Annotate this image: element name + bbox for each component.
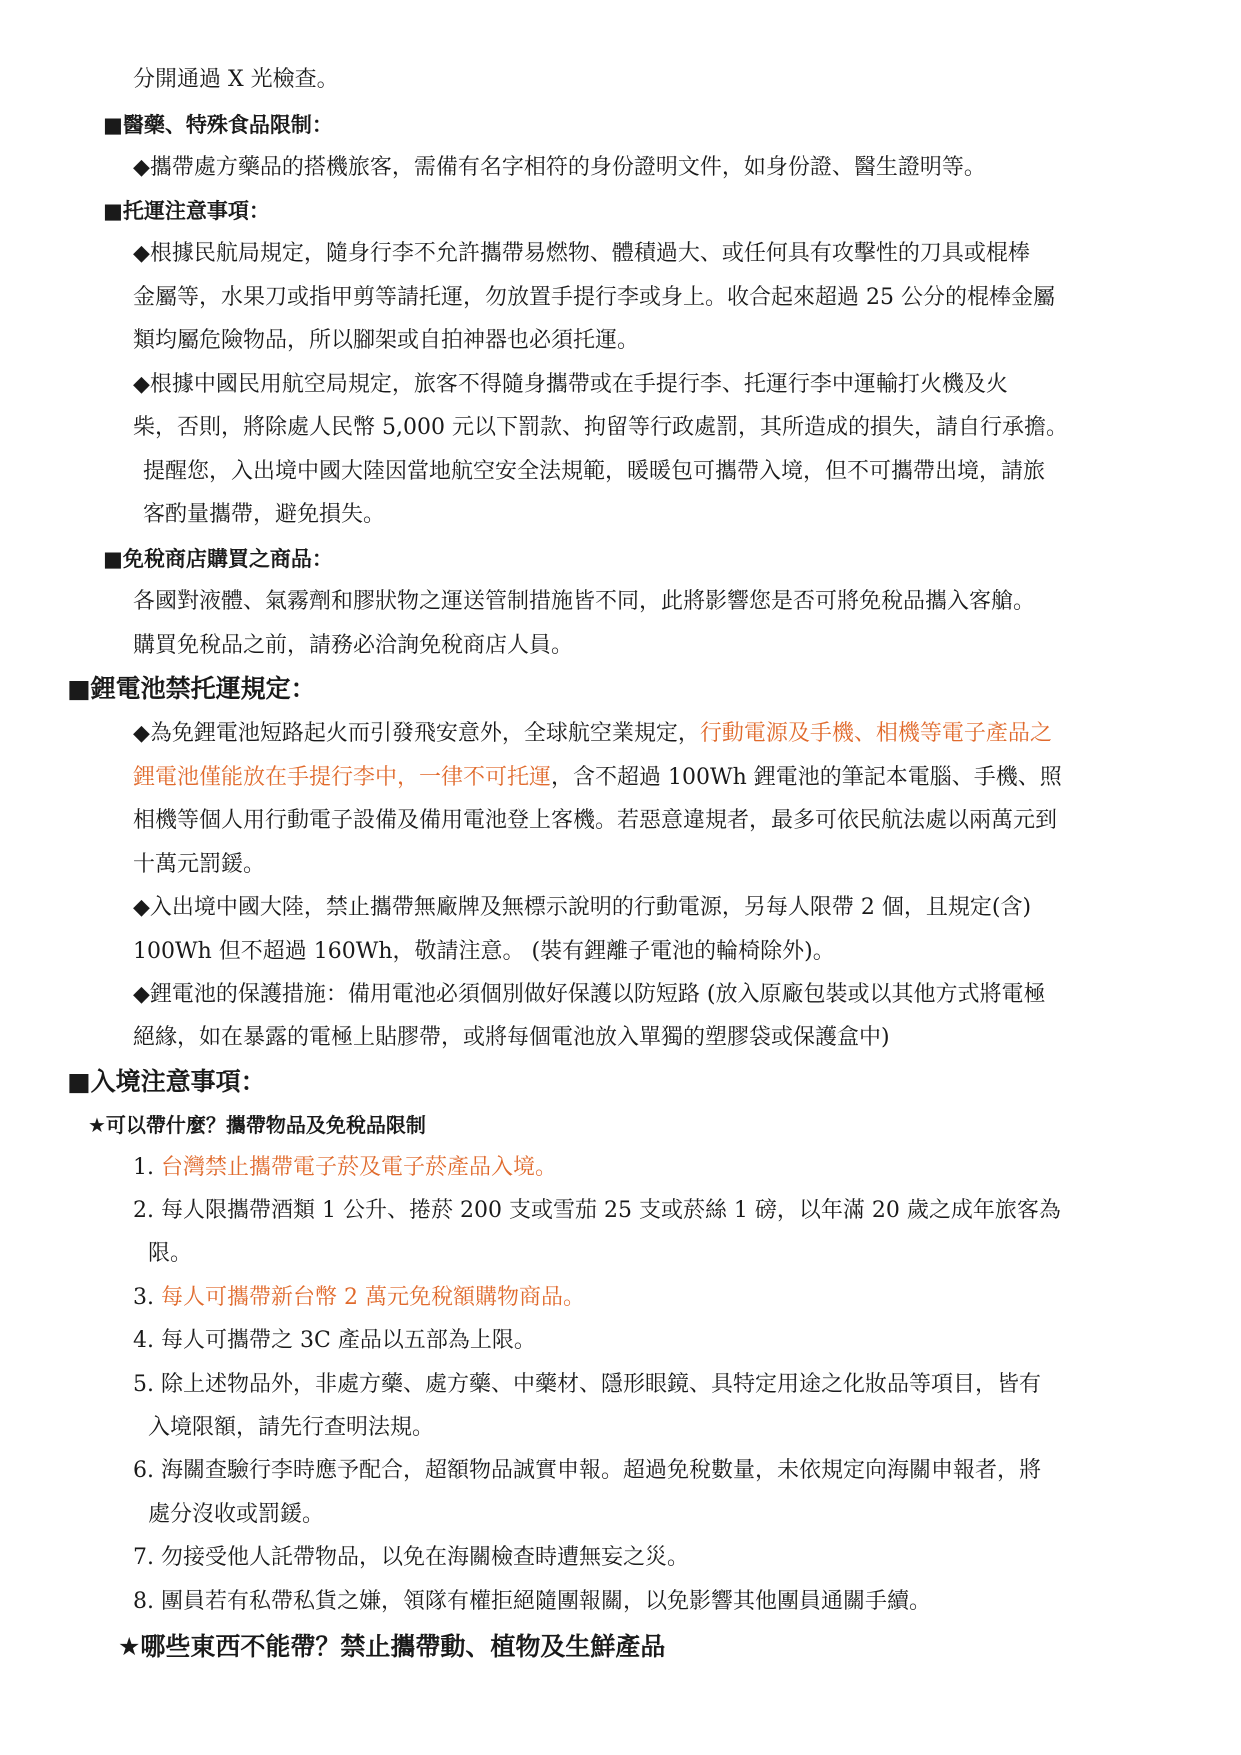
list-item-continuation: 入境限額，請先行查明法規。 — [148, 1415, 435, 1440]
highlight-text: 行動電源及手機、相機等電子產品之 — [699, 721, 1052, 746]
list-number: 4. — [133, 1328, 154, 1353]
highlight-text: 台灣禁止攜帶電子菸及電子菸產品入境。 — [161, 1155, 558, 1180]
text-line: 絕緣，如在暴露的電極上貼膠帶，或將每個電池放入單獨的塑膠袋或保護盒中) — [133, 1025, 890, 1050]
list-number: 7. — [133, 1545, 154, 1570]
section-heading-dutyfree: ■免稅商店購買之商品： — [103, 547, 333, 571]
subheading-prohibited: ★哪些東西不能帶？禁止攜帶動、植物及生鮮產品 — [118, 1632, 666, 1661]
text-line: 十萬元罰鍰。 — [133, 852, 266, 877]
text-line: ◆攜帶處方藥品的搭機旅客，需備有名字相符的身份證明文件，如身份證、醫生證明等。 — [133, 155, 986, 180]
text-line: ◆鋰電池的保護措施：備用電池必須個別做好保護以防短路 (放入原廠包裝或以其他方式將電極 — [133, 982, 1046, 1007]
list-item — [133, 1543, 689, 1573]
subheading-allowed: ★可以帶什麼？攜帶物品及免稅品限制 — [88, 1113, 426, 1137]
list-text: 除上述物品外，非處方藥、處方藥、中藥材、隱形眼鏡、具特定用途之化妝品等項目，皆有 — [161, 1372, 1042, 1397]
list-item — [133, 1326, 536, 1356]
text-line: 100Wh 但不超過 160Wh，敬請注意。 (裝有鋰離子電池的輪椅除外)。 — [133, 939, 835, 964]
highlight-text: 每人可攜帶新台幣 2 萬元免稅額購物商品。 — [161, 1285, 585, 1310]
list-text: 每人可攜帶之 3C 產品以五部為上限。 — [161, 1328, 536, 1353]
text-segment: ◆為免鋰電池短路起火而引發飛安意外，全球航空業規定， — [133, 721, 700, 746]
text-line: 客酌量攜帶，避免損失。 — [143, 502, 386, 527]
text-line: ◆根據中國民用航空局規定，旅客不得隨身攜帶或在手提行李、托運行李中運輸打火機及火 — [133, 372, 1008, 397]
list-number: 6. — [133, 1458, 154, 1483]
text-line: 金屬等，水果刀或指甲剪等請托運，勿放置手提行李或身上。收合起來超過 25 公分的棍棒金屬 — [133, 285, 1055, 310]
list-number: 8. — [133, 1589, 154, 1614]
list-text: 海關查驗行李時應予配合，超額物品誠實申報。超過免稅數量，未依規定向海關申報者，將 — [161, 1458, 1042, 1483]
section-heading-entry: ■入境注意事項： — [67, 1067, 266, 1096]
list-item — [133, 1370, 1041, 1400]
text-line: 類均屬危險物品，所以腳架或自拍神器也必須托運。 — [133, 328, 640, 353]
list-text: 每人限攜帶酒類 1 公升、捲菸 200 支或雪茄 25 支或菸絲 1 磅，以年滿 20 歲之成年旅客為 — [161, 1198, 1061, 1223]
section-heading-checked: ■托運注意事項： — [103, 199, 270, 223]
text-line: ◆入出境中國大陸，禁止攜帶無廠牌及無標示說明的行動電源，另每人限帶 2 個，且規定(含) — [133, 895, 1032, 920]
list-item — [133, 1196, 1061, 1226]
list-text: 團員若有私帶私貨之嫌，領隊有權拒絕隨團報關，以免影響其他團員通關手續。 — [161, 1589, 932, 1614]
text-line: 提醒您，入出境中國大陸因當地航空安全法規範，暖暖包可攜帶入境，但不可攜帶出境，請旅 — [143, 459, 1046, 484]
text-line: ◆根據民航局規定，隨身行李不允許攜帶易燃物、體積過大、或任何具有攻擊性的刀具或棍棒 — [133, 241, 1030, 266]
highlight-text: 鋰電池僅能放在手提行李中，一律不可托運 — [133, 765, 552, 790]
list-number: 2. — [133, 1198, 154, 1223]
text-line: 各國對液體、氣霧劑和膠狀物之運送管制措施皆不同，此將影響您是否可將免稅品攜入客艙。 — [133, 589, 1036, 614]
text-line: 分開通過 X 光檢查。 — [133, 67, 339, 92]
section-heading-lithium: ■鋰電池禁托運規定： — [67, 674, 316, 703]
section-heading-medical: ■醫藥、特殊食品限制： — [103, 113, 333, 137]
list-item — [133, 1153, 557, 1183]
list-item-continuation: 限。 — [148, 1241, 193, 1266]
list-item-continuation: 處分沒收或罰鍰。 — [148, 1502, 325, 1527]
list-number: 1. — [133, 1155, 154, 1180]
text-line — [133, 763, 1062, 793]
text-line: 購買免稅品之前，請務必洽詢免稅商店人員。 — [133, 633, 574, 658]
list-item — [133, 1587, 931, 1617]
text-line: 相機等個人用行動電子設備及備用電池登上客機。若惡意違規者，最多可依民航法處以兩萬元到 — [133, 808, 1058, 833]
text-line — [133, 719, 1052, 749]
text-line: 柴，否則，將除處人民幣 5,000 元以下罰款、拘留等行政處罰，其所造成的損失，請自行承擔。 — [133, 415, 1068, 440]
list-item — [133, 1283, 585, 1313]
list-item — [133, 1456, 1041, 1486]
list-number: 3. — [133, 1285, 154, 1310]
list-text: 勿接受他人託帶物品，以免在海關檢查時遭無妄之災。 — [161, 1545, 690, 1570]
text-segment: ，含不超過 100Wh 鋰電池的筆記本電腦、手機、照 — [551, 765, 1062, 790]
list-number: 5. — [133, 1372, 154, 1397]
